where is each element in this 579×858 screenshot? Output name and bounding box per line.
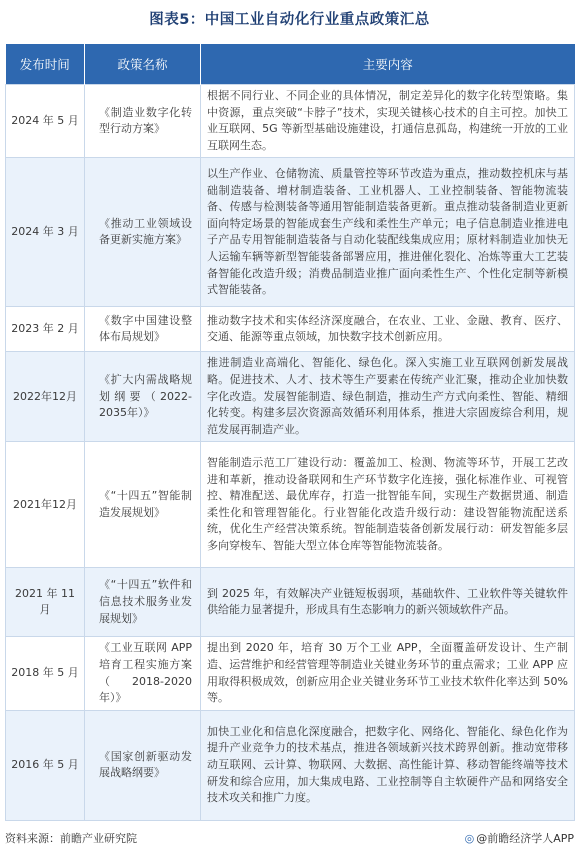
header-policy-name: 政策名称 [85, 44, 201, 85]
qianzhan-logo-icon: ◎ [464, 832, 475, 845]
table-row [6, 442, 575, 568]
row-content: 智能制造示范工厂建设行动：覆盖加工、检测、物流等环节，开展工艺改进和革新，推动设备联网和生产环节数字化连接，强化标准作业、可视管控、精准配送、最优库存，打造一批智能车间，实现生产数据贯通、制造柔性化和管理智能化。行业智能化改造升级行动：建设智能物流配送系统，优化生产经营决策系统。智能制造装备创新发展行动：研发智能多层多向穿梭车、智能大型立体仓库等智能物流装备。 [201, 442, 575, 568]
table-row [6, 158, 575, 307]
table-row [6, 710, 575, 820]
row-policy-name: 《国家创新驱动发展战略纲要》 [85, 710, 201, 820]
row-date: 2021 年 11 月 [6, 568, 85, 637]
row-policy-name: 《工业互联网 APP 培育工程实施方案（2018-2020 年）》 [85, 637, 201, 710]
table-header-row [6, 44, 575, 85]
table-row [6, 637, 575, 710]
policy-table [5, 44, 575, 821]
row-date: 2024 年 5 月 [6, 85, 85, 158]
row-content: 推动数字技术和实体经济深度融合，在农业、工业、金融、教育、医疗、交通、能源等重点领域，加快数字技术创新应用。 [201, 307, 575, 352]
row-content: 加快工业化和信息化深度融合，把数字化、网络化、智能化、绿色化作为提升产业竞争力的技术基点，推进各领域新兴技术跨界创新。推动宽带移动互联网、云计算、物联网、大数据、高性能计算、移动智能终端等技术研发和综合应用，加大集成电路、工业控制等自主软硬件产品和网络安全技术攻关和推广力度。 [201, 710, 575, 820]
table-row [6, 307, 575, 352]
row-policy-name: 《“十四五”智能制造发展规划》 [85, 442, 201, 568]
row-date: 2021年12月 [6, 442, 85, 568]
row-policy-name: 《扩大内需战略规划纲要（2022-2035年）》 [85, 352, 201, 442]
credit-text: @前瞻经济学人APP [476, 832, 574, 845]
table-row [6, 352, 575, 442]
row-content: 提出到 2020 年，培育 30 万个工业 APP，全面覆盖研发设计、生产制造、运营维护和经营管理等制造业关键业务环节的重点需求；工业 APP 应用取得积极成效，创新应用企业关键业务环节工业技术软件化率达到 50%等。 [201, 637, 575, 710]
row-date: 2024 年 3 月 [6, 158, 85, 307]
row-policy-name: 《“十四五”软件和信息技术服务业发展规划》 [85, 568, 201, 637]
row-policy-name: 《推动工业领域设备更新实施方案》 [85, 158, 201, 307]
row-content: 以生产作业、仓储物流、质量管控等环节改造为重点，推动数控机床与基础制造装备、增材制造装备、工业机器人、工业控制装备、智能物流装备、传感与检测装备等通用智能制造装备更新。重点推动装备制造业更新面向特定场景的智能成套生产线和柔性生产单元；电子信息制造业推进电子产品专用智能制造装备与自动化装配线集成应用；原材料制造业加快无人运输车辆等新型智能装备部署应用，推进催化裂化、冶炼等重大工艺装备智能化改造升级；消费品制造业推广面向柔性生产、个性化定制等新模式智能装备。 [201, 158, 575, 307]
header-date: 发布时间 [6, 44, 85, 85]
row-date: 2022年12月 [6, 352, 85, 442]
row-content: 到 2025 年，有效解决产业链短板弱项，基础软件、工业软件等关键软件供给能力显著提升，形成具有生态影响力的新兴领域软件产品。 [201, 568, 575, 637]
row-policy-name: 《数字中国建设整体布局规划》 [85, 307, 201, 352]
table-row [6, 85, 575, 158]
row-date: 2023 年 2 月 [6, 307, 85, 352]
source-note: 资料来源：前瞻产业研究院 [5, 832, 137, 845]
table-row [6, 568, 575, 637]
row-content: 推进制造业高端化、智能化、绿色化。深入实施工业互联网创新发展战略。促进技术、人才、技术等生产要素在传统产业汇聚，推动企业加快数字化改造。发展智能制造、绿色制造，推动生产方式向柔性、智能、精细化转变。构建多层次资源高效循环利用体系，推进大宗固废综合利用，规范发展再制造产业。 [201, 352, 575, 442]
row-content: 根据不同行业、不同企业的具体情况，制定差异化的数字化转型策略。集中资源，重点突破“卡脖子”技术，实现关键核心技术的自主可控。加快工业互联网、5G 等新型基础设施建设，打通信息孤岛，构建统一开放的工业互联网生态。 [201, 85, 575, 158]
row-date: 2018 年 5 月 [6, 637, 85, 710]
credit [465, 830, 574, 846]
table-title: 图表5：中国工业自动化行业重点政策汇总 [149, 12, 430, 28]
row-date: 2016 年 5 月 [6, 710, 85, 820]
header-main-content: 主要内容 [201, 44, 575, 85]
row-policy-name: 《制造业数字化转型行动方案》 [85, 85, 201, 158]
